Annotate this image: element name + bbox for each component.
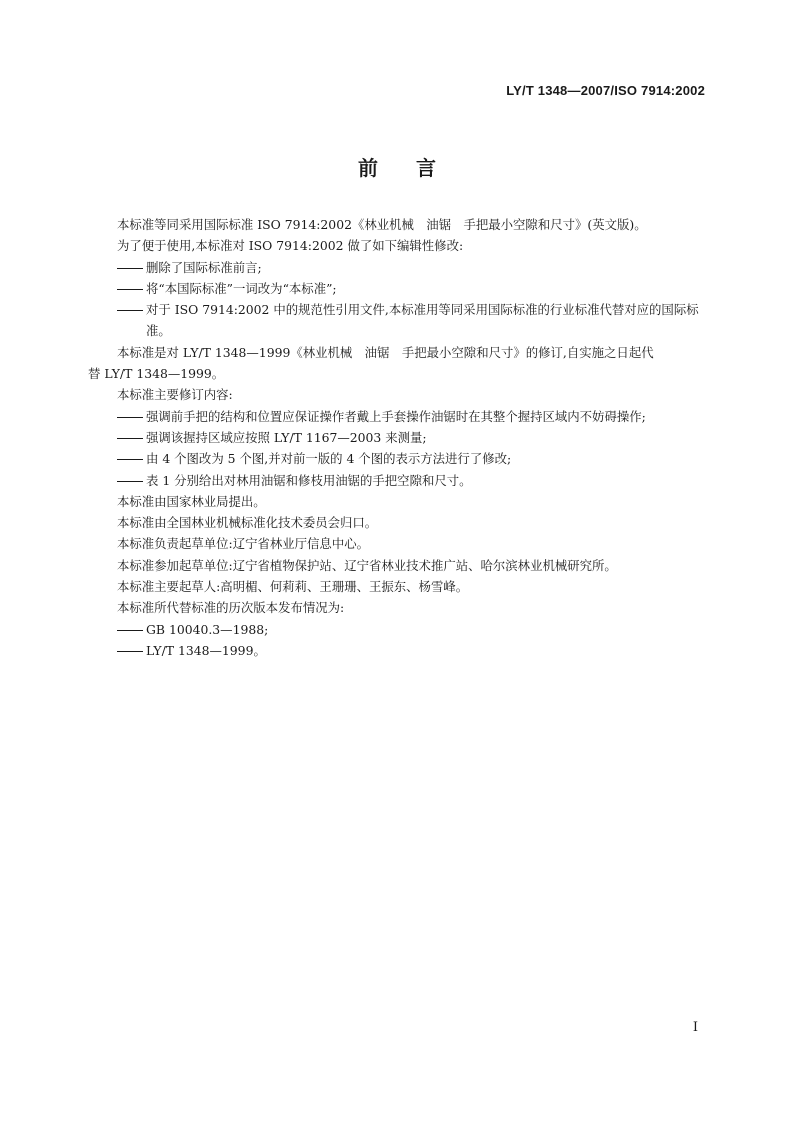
page-title [0,152,794,181]
title-char-1: 前 [358,156,378,180]
list-item-history-2: LY/T 1348—1999。 [117,640,707,661]
paragraph-revision-line-1: 本标准是对 LY/T 1348—1999《林业机械 油锯 手把最小空隙和尺寸》的修订,自实施之日起代 [117,344,654,360]
dash-bullet [117,619,146,640]
dash-bullet [117,448,146,469]
paragraph-proposer: 本标准由国家林业局提出。 [117,493,266,509]
paragraph-drafters: 本标准主要起草人:高明楣、何莉莉、王珊珊、王振东、杨雪峰。 [117,579,469,595]
dash-bullet [117,257,146,278]
title-char-2: 言 [416,156,436,180]
list-item-change-3: 由 4 个图改为 5 个图,并对前一版的 4 个图的表示方法进行了修改; [117,448,707,469]
dash-bullet [117,640,146,661]
list-item-change-2: 强调该握持区域应按照 LY/T 1167—2003 来测量; [117,427,707,448]
paragraph-editorial-changes: 为了便于使用,本标准对 ISO 7914:2002 做了如下编辑性修改: [117,238,464,254]
list-item-change-4: 表 1 分别给出对林用油锯和修枝用油锯的手把空隙和尺寸。 [117,470,707,491]
paragraph-centralized: 本标准由全国林业机械标准化技术委员会归口。 [117,515,378,531]
dash-bullet [117,427,146,448]
paragraph-main-changes: 本标准主要修订内容: [117,387,233,403]
list-item-change-1: 强调前手把的结构和位置应保证操作者戴上手套操作油锯时在其整个握持区域内不妨碍操作; [117,406,707,427]
paragraph-adoption: 本标准等同采用国际标准 ISO 7914:2002《林业机械 油锯 手把最小空隙和尺寸》(英文版)。 [117,217,647,232]
dash-bullet [117,299,146,342]
dash-bullet [117,470,146,491]
dash-bullet [117,406,146,427]
list-item-editorial-1: 删除了国际标准前言; [117,257,707,278]
list-item-history-1: GB 10040.3—1988; [117,619,707,640]
list-item-editorial-3: 对于 ISO 7914:2002 中的规范性引用文件,本标准用等同采用国际标准的行业标准代替对应的国际标准。 [117,299,707,342]
preface-body [88,214,707,661]
paragraph-drafting-unit: 本标准负责起草单位:辽宁省林业厅信息中心。 [117,536,369,552]
paragraph-participating-units: 本标准参加起草单位:辽宁省植物保护站、辽宁省林业技术推广站、哈尔滨林业机械研究所。 [117,557,617,573]
standard-code-header: LY/T 1348—2007/ISO 7914:2002 [506,83,705,98]
paragraph-replaced-history: 本标准所代替标准的历次版本发布情况为: [117,600,345,616]
list-item-editorial-2: 将“本国际标准”一词改为“本标准”; [117,278,707,299]
paragraph-revision-line-2: 替 LY/T 1348—1999。 [88,366,225,382]
page-number: I [692,1020,698,1035]
dash-bullet [117,278,146,299]
